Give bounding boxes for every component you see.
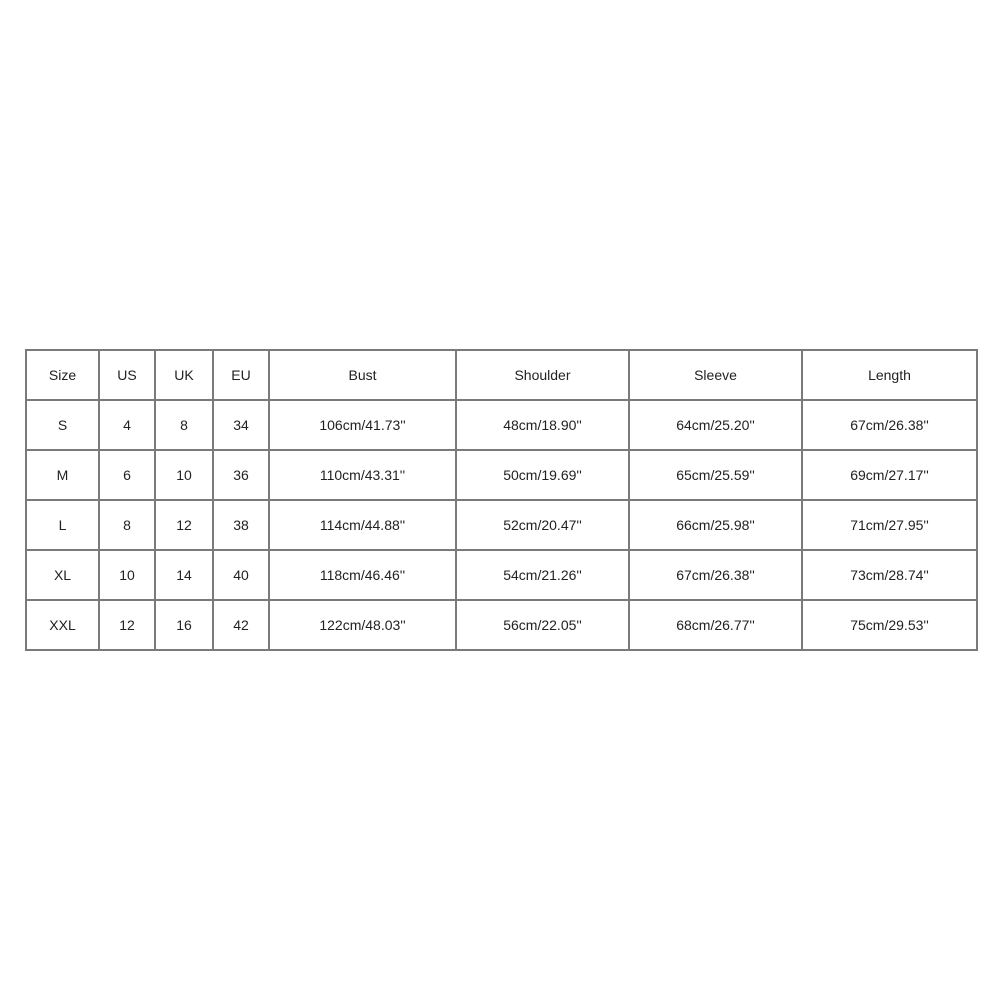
cell-eu: 38: [213, 500, 269, 550]
cell-length: 73cm/28.74'': [802, 550, 977, 600]
cell-size: L: [26, 500, 99, 550]
cell-shoulder: 54cm/21.26'': [456, 550, 629, 600]
cell-bust: 122cm/48.03'': [269, 600, 456, 650]
cell-size: S: [26, 400, 99, 450]
cell-size: XXL: [26, 600, 99, 650]
cell-us: 4: [99, 400, 155, 450]
table-row: [26, 600, 977, 650]
size-chart-table: [25, 349, 978, 651]
cell-uk: 12: [155, 500, 213, 550]
cell-uk: 8: [155, 400, 213, 450]
header-cell-sleeve: Sleeve: [629, 350, 802, 400]
header-cell-size: Size: [26, 350, 99, 400]
table-row: [26, 500, 977, 550]
cell-bust: 118cm/46.46'': [269, 550, 456, 600]
header-cell-bust: Bust: [269, 350, 456, 400]
table-row: [26, 450, 977, 500]
cell-length: 67cm/26.38'': [802, 400, 977, 450]
cell-shoulder: 50cm/19.69'': [456, 450, 629, 500]
header-cell-length: Length: [802, 350, 977, 400]
cell-us: 12: [99, 600, 155, 650]
header-row: [26, 350, 977, 400]
cell-sleeve: 66cm/25.98'': [629, 500, 802, 550]
cell-shoulder: 56cm/22.05'': [456, 600, 629, 650]
cell-eu: 34: [213, 400, 269, 450]
cell-us: 10: [99, 550, 155, 600]
cell-bust: 114cm/44.88'': [269, 500, 456, 550]
cell-sleeve: 65cm/25.59'': [629, 450, 802, 500]
table-row: [26, 550, 977, 600]
cell-uk: 14: [155, 550, 213, 600]
table-row: [26, 400, 977, 450]
cell-shoulder: 52cm/20.47'': [456, 500, 629, 550]
header-cell-eu: EU: [213, 350, 269, 400]
cell-bust: 110cm/43.31'': [269, 450, 456, 500]
cell-uk: 16: [155, 600, 213, 650]
cell-length: 69cm/27.17'': [802, 450, 977, 500]
cell-sleeve: 64cm/25.20'': [629, 400, 802, 450]
header-cell-shoulder: Shoulder: [456, 350, 629, 400]
cell-size: XL: [26, 550, 99, 600]
header-cell-us: US: [99, 350, 155, 400]
cell-us: 6: [99, 450, 155, 500]
cell-sleeve: 67cm/26.38'': [629, 550, 802, 600]
cell-length: 71cm/27.95'': [802, 500, 977, 550]
header-cell-uk: UK: [155, 350, 213, 400]
cell-sleeve: 68cm/26.77'': [629, 600, 802, 650]
cell-eu: 40: [213, 550, 269, 600]
cell-size: M: [26, 450, 99, 500]
cell-us: 8: [99, 500, 155, 550]
cell-uk: 10: [155, 450, 213, 500]
cell-bust: 106cm/41.73'': [269, 400, 456, 450]
cell-shoulder: 48cm/18.90'': [456, 400, 629, 450]
cell-eu: 42: [213, 600, 269, 650]
cell-length: 75cm/29.53'': [802, 600, 977, 650]
cell-eu: 36: [213, 450, 269, 500]
